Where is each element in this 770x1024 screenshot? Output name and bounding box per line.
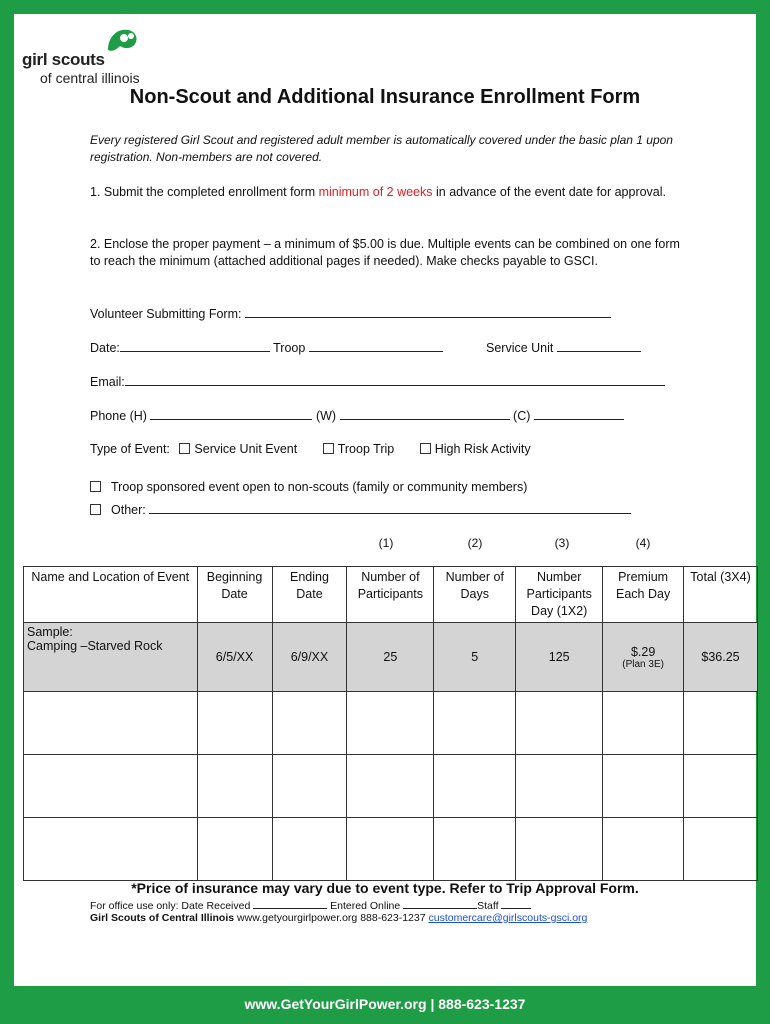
- option-troop-trip[interactable]: [323, 442, 395, 456]
- office-prefix: For office use only: Date Received: [90, 900, 251, 912]
- table-cell[interactable]: [24, 692, 198, 755]
- step-1-before: 1. Submit the completed enrollment form: [90, 185, 319, 199]
- phone-h-input[interactable]: [150, 406, 312, 420]
- price-note: *Price of insurance may vary due to event type. Refer to Trip Approval Form.: [131, 880, 639, 896]
- date-label: Date:: [90, 341, 120, 355]
- sample-premium-cell: [603, 623, 684, 692]
- table-cell[interactable]: [24, 818, 198, 881]
- checkbox-icon[interactable]: [90, 481, 101, 492]
- table-cell[interactable]: [272, 818, 347, 881]
- option-high-risk-activity[interactable]: [420, 442, 531, 456]
- column-number: (3): [554, 536, 570, 550]
- volunteer-input[interactable]: [245, 304, 611, 318]
- table-cell[interactable]: [197, 692, 272, 755]
- sample-premium: $.29: [630, 644, 656, 659]
- contact-email-link[interactable]: customercare@girlscouts-gsci.org: [428, 912, 588, 924]
- girl-scouts-logo: [22, 24, 172, 94]
- footer-banner: www.GetYourGirlPower.org | 888-623-1237: [244, 996, 526, 1012]
- troop-label: Troop: [273, 341, 306, 355]
- sample-end-cell: 6/9/XX: [272, 623, 347, 692]
- option-label: Troop Trip: [337, 442, 395, 456]
- column-number: (4): [635, 536, 651, 550]
- date-received-input[interactable]: [253, 898, 327, 909]
- service-unit-field: [486, 338, 641, 355]
- table-cell[interactable]: [684, 755, 758, 818]
- option-label: High Risk Activity: [434, 442, 531, 456]
- contact-site: www.getyourgirlpower.org: [237, 912, 358, 924]
- service-unit-input[interactable]: [557, 338, 641, 352]
- table-cell[interactable]: [24, 755, 198, 818]
- table-cell[interactable]: [347, 692, 434, 755]
- checkbox-icon[interactable]: [179, 443, 190, 454]
- header-cell: Beginning Date: [197, 567, 272, 623]
- logo-line2: of central illinois: [40, 70, 140, 86]
- table-cell[interactable]: [516, 755, 603, 818]
- sample-premium-note: (Plan 3E): [622, 658, 664, 670]
- table-row: [24, 755, 758, 818]
- email-label: Email:: [90, 375, 125, 389]
- table-cell[interactable]: [603, 755, 684, 818]
- checkbox-icon[interactable]: [90, 504, 101, 515]
- header-cell: Ending Date: [272, 567, 347, 623]
- event-type-label: Type of Event:: [90, 442, 170, 456]
- table-cell[interactable]: [603, 692, 684, 755]
- contact-line: [90, 912, 587, 924]
- contact-phone: 888-623-1237: [360, 912, 426, 924]
- event-type-row: [90, 442, 531, 456]
- phone-c-input[interactable]: [534, 406, 624, 420]
- option-service-unit-event[interactable]: [179, 442, 297, 456]
- office-entered: Entered Online: [330, 900, 401, 912]
- table-cell[interactable]: [684, 818, 758, 881]
- sample-name-line1: Sample:: [27, 625, 73, 639]
- phone-h-label: Phone (H): [90, 409, 147, 423]
- date-input[interactable]: [120, 338, 270, 352]
- sample-begin-cell: 6/5/XX: [197, 623, 272, 692]
- table-cell[interactable]: [434, 755, 516, 818]
- volunteer-label: Volunteer Submitting Form:: [90, 307, 242, 321]
- service-unit-label: Service Unit: [486, 341, 554, 355]
- troop-input[interactable]: [309, 338, 443, 352]
- contact-org: Girl Scouts of Central Illinois: [90, 912, 235, 924]
- header-cell: Premium Each Day: [603, 567, 684, 623]
- table-cell[interactable]: [347, 818, 434, 881]
- table-cell[interactable]: [272, 755, 347, 818]
- header-cell: Number Participants Day (1X2): [516, 567, 603, 623]
- phone-w-input[interactable]: [340, 406, 510, 420]
- form-page: [14, 14, 756, 986]
- sample-name-line2: Camping –Starved Rock: [27, 639, 163, 653]
- email-input[interactable]: [125, 372, 665, 386]
- troop-sponsored-label: Troop sponsored event open to non-scouts (family or community members): [111, 480, 528, 494]
- sample-participants-cell: 25: [347, 623, 434, 692]
- enrollment-table: [23, 566, 758, 881]
- header-cell: Name and Location of Event: [24, 567, 198, 623]
- table-cell[interactable]: [516, 818, 603, 881]
- phone-w-label: (W): [315, 409, 337, 423]
- option-label: Service Unit Event: [194, 442, 298, 456]
- header-cell: Total (3X4): [684, 567, 758, 623]
- volunteer-field: [90, 304, 611, 321]
- step-1-highlight: minimum of 2 weeks: [318, 185, 433, 199]
- sample-name-cell: [24, 623, 198, 692]
- table-cell[interactable]: [272, 692, 347, 755]
- column-number: (1): [378, 536, 394, 550]
- office-staff: Staff: [477, 900, 499, 912]
- table-row: [24, 692, 758, 755]
- header-cell: Number of Participants: [347, 567, 434, 623]
- table-row: [24, 818, 758, 881]
- column-number: (2): [467, 536, 483, 550]
- table-cell[interactable]: [684, 692, 758, 755]
- step-2: 2. Enclose the proper payment – a minimum of $5.00 is due. Multiple events can be combined on one form to reach the minimum (attached additional pages if needed). Make checks payable to GSCI.: [90, 237, 680, 268]
- header-cell: Number of Days: [434, 567, 516, 623]
- table-cell[interactable]: [434, 692, 516, 755]
- table-header-row: [24, 567, 758, 623]
- checkbox-icon[interactable]: [323, 443, 334, 454]
- sample-days-cell: 5: [434, 623, 516, 692]
- sample-participant-days-cell: 125: [516, 623, 603, 692]
- page-title: Non-Scout and Additional Insurance Enrollment Form: [129, 86, 641, 108]
- step-1: [90, 184, 690, 201]
- step-1-after: in advance of the event date for approval.: [432, 185, 667, 199]
- staff-input[interactable]: [501, 898, 531, 909]
- logo-line1: girl scouts: [22, 50, 105, 69]
- other-input[interactable]: [149, 500, 631, 514]
- phone-field: [90, 406, 624, 423]
- trefoil-icon: [104, 24, 140, 54]
- table-cell[interactable]: [197, 818, 272, 881]
- entered-online-input[interactable]: [403, 898, 477, 909]
- intro-text: Every registered Girl Scout and registered adult member is automatically covered under the basic plan 1 upon registration. Non-members are not covered.: [90, 133, 673, 164]
- table-cell[interactable]: [516, 692, 603, 755]
- table-row-sample: [24, 623, 758, 692]
- sample-total-cell: $36.25: [684, 623, 758, 692]
- troop-sponsored-option[interactable]: [90, 480, 527, 494]
- table-cell[interactable]: [347, 755, 434, 818]
- table-cell[interactable]: [434, 818, 516, 881]
- table-cell[interactable]: [603, 818, 684, 881]
- table-cell[interactable]: [197, 755, 272, 818]
- email-field: [90, 372, 665, 389]
- phone-c-label: (C): [513, 409, 531, 423]
- office-use-line: [90, 898, 531, 912]
- other-option[interactable]: [90, 500, 631, 517]
- other-label: Other:: [111, 503, 146, 517]
- date-field: [90, 338, 443, 355]
- checkbox-icon[interactable]: [420, 443, 431, 454]
